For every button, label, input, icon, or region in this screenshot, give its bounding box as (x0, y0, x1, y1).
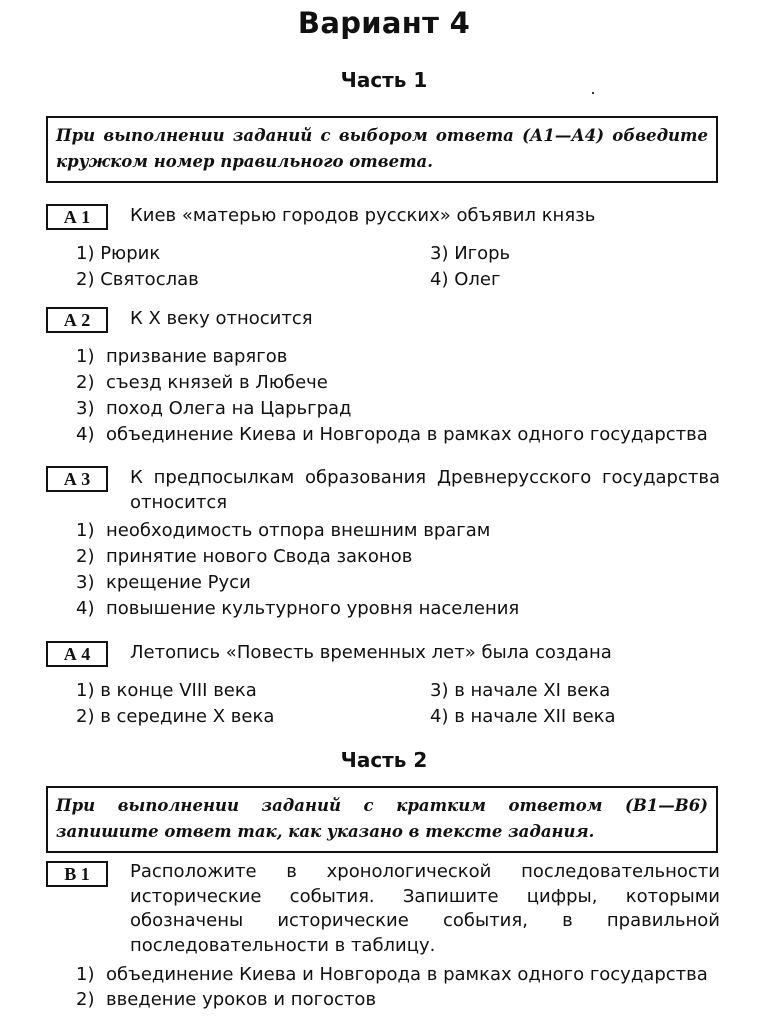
option-text: объединение Киева и Новгорода в рамках одного государства (106, 424, 708, 445)
option-b1-2 (76, 987, 376, 1013)
question-text-a4: Летопись «Повесть временных лет» была создана (130, 642, 612, 663)
speck (592, 92, 594, 94)
option-number: 4) (76, 424, 95, 445)
option-text: крещение Руси (106, 572, 251, 593)
option-a3-2[interactable] (76, 544, 412, 570)
option-number: 1) (76, 346, 95, 367)
part2-heading: Часть 2 (340, 748, 428, 772)
option-b1-1 (76, 962, 708, 988)
option-text: необходимость отпора внешним врагам (106, 520, 491, 541)
option-text: введение уроков и погостов (106, 989, 377, 1010)
option-number: 3) (76, 398, 95, 419)
option-number: 2) (76, 989, 95, 1010)
option-number: 4) (76, 598, 95, 619)
option-a4-1[interactable]: 1) в конце VIII века (76, 680, 257, 701)
question-label-a4: А 4 (46, 641, 108, 667)
option-text: повышение культурного уровня населения (106, 598, 520, 619)
option-a4-4[interactable]: 4) в начале XII века (430, 706, 616, 727)
option-a1-2[interactable]: 2) Святослав (76, 269, 199, 290)
option-text: съезд князей в Любече (106, 372, 328, 393)
part2-instruction: При выполнении заданий с кратким ответом (В1—В6) запишите ответ так, как указано в тексте задания. (46, 786, 718, 853)
option-a3-1[interactable] (76, 518, 490, 544)
page-title: Вариант 4 (297, 6, 471, 40)
option-a3-3[interactable] (76, 570, 251, 596)
option-a1-3[interactable]: 3) Игорь (430, 243, 511, 264)
option-a4-3[interactable]: 3) в начале XI века (430, 680, 611, 701)
question-label-a1: А 1 (46, 204, 108, 230)
option-text: поход Олега на Царьград (106, 398, 352, 419)
option-number: 3) (76, 572, 95, 593)
question-label-a2: А 2 (46, 307, 108, 333)
option-a1-1[interactable]: 1) Рюрик (76, 243, 161, 264)
question-text-a3: К предпосылкам образования Древнерусского государства относится (130, 467, 720, 513)
option-number: 2) (76, 546, 95, 567)
question-text-a1: Киев «матерью городов русских» объявил князь (130, 205, 596, 226)
option-a2-2[interactable] (76, 370, 328, 396)
question-text-a2: К X веку относится (130, 308, 313, 329)
option-a2-1[interactable] (76, 344, 287, 370)
option-number: 1) (76, 964, 95, 985)
question-label-a3: А 3 (46, 466, 108, 492)
option-text: призвание варягов (106, 346, 288, 367)
part1-heading: Часть 1 (340, 68, 428, 92)
option-a3-4[interactable] (76, 596, 519, 622)
question-label-b1: В 1 (46, 861, 108, 887)
option-text: объединение Киева и Новгорода в рамках одного государства (106, 964, 708, 985)
option-a2-4[interactable] (76, 422, 708, 448)
option-a4-2[interactable]: 2) в середине X века (76, 706, 275, 727)
question-text-b1: Расположите в хронологической последовательности исторические события. Запишите цифры, которыми обозначены исторические события, в правильной последовательности в таблицу. (130, 861, 720, 956)
option-number: 2) (76, 372, 95, 393)
part1-instruction: При выполнении заданий с выбором ответа (А1—А4) обведите кружком номер правильного ответа. (46, 116, 718, 183)
option-text: принятие нового Свода законов (106, 546, 413, 567)
option-a1-4[interactable]: 4) Олег (430, 269, 501, 290)
option-number: 1) (76, 520, 95, 541)
option-a2-3[interactable] (76, 396, 352, 422)
